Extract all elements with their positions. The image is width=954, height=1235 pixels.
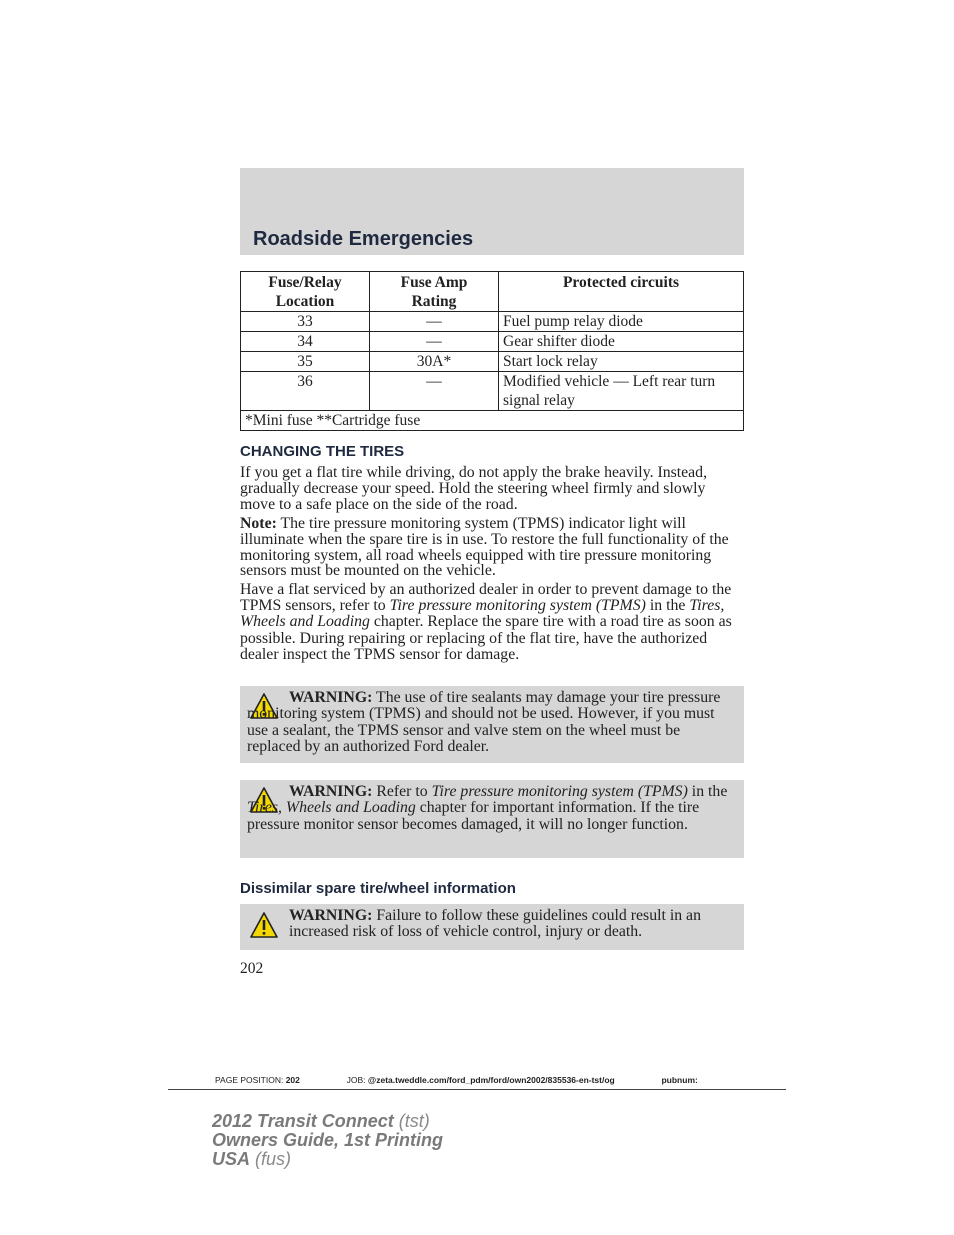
footer-divider xyxy=(168,1089,786,1090)
table-footnote: *Mini fuse **Cartridge fuse xyxy=(241,411,744,431)
text-span: in the xyxy=(645,597,690,615)
reference-chapter: Tires, Wheels and Loading xyxy=(240,597,725,631)
cell-circuit: Start lock relay xyxy=(499,352,744,372)
guide-text: (fus) xyxy=(250,1149,292,1169)
cell-location: 34 xyxy=(241,332,370,352)
footer-label: JOB: xyxy=(346,1075,366,1085)
footer-label: pubnum: xyxy=(661,1075,698,1085)
paragraph-flat-tire: If you get a flat tire while driving, do not apply the brake heavily. Instead, gradually decrease your speed. Hold the steering wheel firmly and slowly move to a safe place on the side of the road. xyxy=(240,464,708,513)
warning-triangle-icon xyxy=(249,911,279,939)
reference-chapter: Tires, Wheels and Loading xyxy=(247,799,416,817)
header-text: Fuse Amp xyxy=(400,274,468,291)
column-header-rating xyxy=(370,272,499,312)
reference-tpms: Tire pressure monitoring system (TPMS) xyxy=(431,783,688,800)
paragraph-service xyxy=(240,582,744,663)
guide-line-model xyxy=(212,1111,430,1132)
guide-text: Owners Guide, 1st Printing xyxy=(212,1130,444,1150)
header-text: Fuse/Relay xyxy=(268,274,342,291)
column-header-circuits xyxy=(499,272,744,312)
warning-body: chapter for important information. If the tire pressure monitor sensor becomes damaged, it will no longer function. xyxy=(247,799,700,833)
warning-label: WARNING: xyxy=(289,689,373,706)
fuse-table xyxy=(240,271,744,431)
guide-text: 2012 Transit Connect xyxy=(212,1111,394,1131)
warning-body: Refer to xyxy=(372,783,432,800)
cell-rating: 30A* xyxy=(370,352,499,372)
table-row xyxy=(241,372,744,411)
warning-body: Failure to follow these guidelines could result in an increased risk of loss of vehicle control, injury or death. xyxy=(289,907,701,941)
cell-circuit: Fuel pump relay diode xyxy=(499,312,744,332)
footer-meta xyxy=(215,1075,698,1085)
warning-label: WARNING: xyxy=(289,783,373,800)
warning-body: in the xyxy=(687,783,728,800)
warning-body: The use of tire sealants may damage your tire pressure monitoring system (TPMS) and should not be used. However, if you must use a sealant, the TPMS sensor and valve stem on the wheel must be replaced by an authorized Ford dealer. xyxy=(247,689,721,755)
heading-changing-tires: CHANGING THE TIRES xyxy=(240,443,405,460)
guide-line-market xyxy=(212,1149,291,1170)
header-text: Location xyxy=(275,293,335,310)
cell-location: 33 xyxy=(241,312,370,332)
text-span: Have a flat serviced by an authorized dealer in order to prevent damage to the TPMS sensors, refer to xyxy=(240,581,732,615)
warning-text xyxy=(247,784,736,833)
table-row xyxy=(241,312,744,332)
page-number: 202 xyxy=(240,960,264,977)
note-label: Note: xyxy=(240,515,277,532)
cell-location: 36 xyxy=(241,372,370,411)
column-header-location xyxy=(241,272,370,312)
warning-text xyxy=(247,690,736,755)
table-row xyxy=(241,332,744,352)
note-text: The tire pressure monitoring system (TPMS) indicator light will illuminate when the spare tire is in use. To restore the full functionality of the monitoring system, all road wheels equipped with tire pressure monitoring sensors must be mounted on the vehicle. xyxy=(240,515,729,580)
footer-value: @zeta.tweddle.com/ford_pdm/ford/own2002/835536-en-tst/og xyxy=(367,1075,615,1085)
header-text: Protected circuits xyxy=(562,274,680,291)
reference-tpms: Tire pressure monitoring system (TPMS) xyxy=(389,597,646,615)
warning-box-guidelines xyxy=(240,904,744,950)
cell-location: 35 xyxy=(241,352,370,372)
cell-rating: — xyxy=(370,312,499,332)
cell-rating: — xyxy=(370,332,499,352)
warning-text xyxy=(289,908,736,941)
footer-value: 202 xyxy=(285,1075,300,1085)
footer-label: PAGE POSITION: xyxy=(215,1075,284,1085)
text-span: chapter. Replace the spare tire with a road tire as soon as possible. During repairing or replacing of the flat tire, have the authorized dealer inspect the TPMS sensor for damage. xyxy=(240,613,732,663)
table-header-row xyxy=(241,272,744,312)
heading-dissimilar-spare: Dissimilar spare tire/wheel information xyxy=(240,880,516,897)
header-text: Rating xyxy=(411,293,457,310)
cell-rating: — xyxy=(370,372,499,411)
cell-circuit: Gear shifter diode xyxy=(499,332,744,352)
table-footnote-row xyxy=(241,411,744,431)
table-row xyxy=(241,352,744,372)
warning-box-sealants xyxy=(240,686,744,763)
warning-box-refer-tpms xyxy=(240,780,744,858)
guide-text: USA xyxy=(212,1149,251,1169)
cell-circuit: Modified vehicle — Left rear turn signal relay xyxy=(499,372,744,411)
paragraph-note xyxy=(240,516,744,579)
section-title: Roadside Emergencies xyxy=(253,228,474,250)
guide-line-printing xyxy=(212,1130,443,1151)
warning-label: WARNING: xyxy=(289,907,373,924)
guide-text: (tst) xyxy=(393,1111,430,1131)
